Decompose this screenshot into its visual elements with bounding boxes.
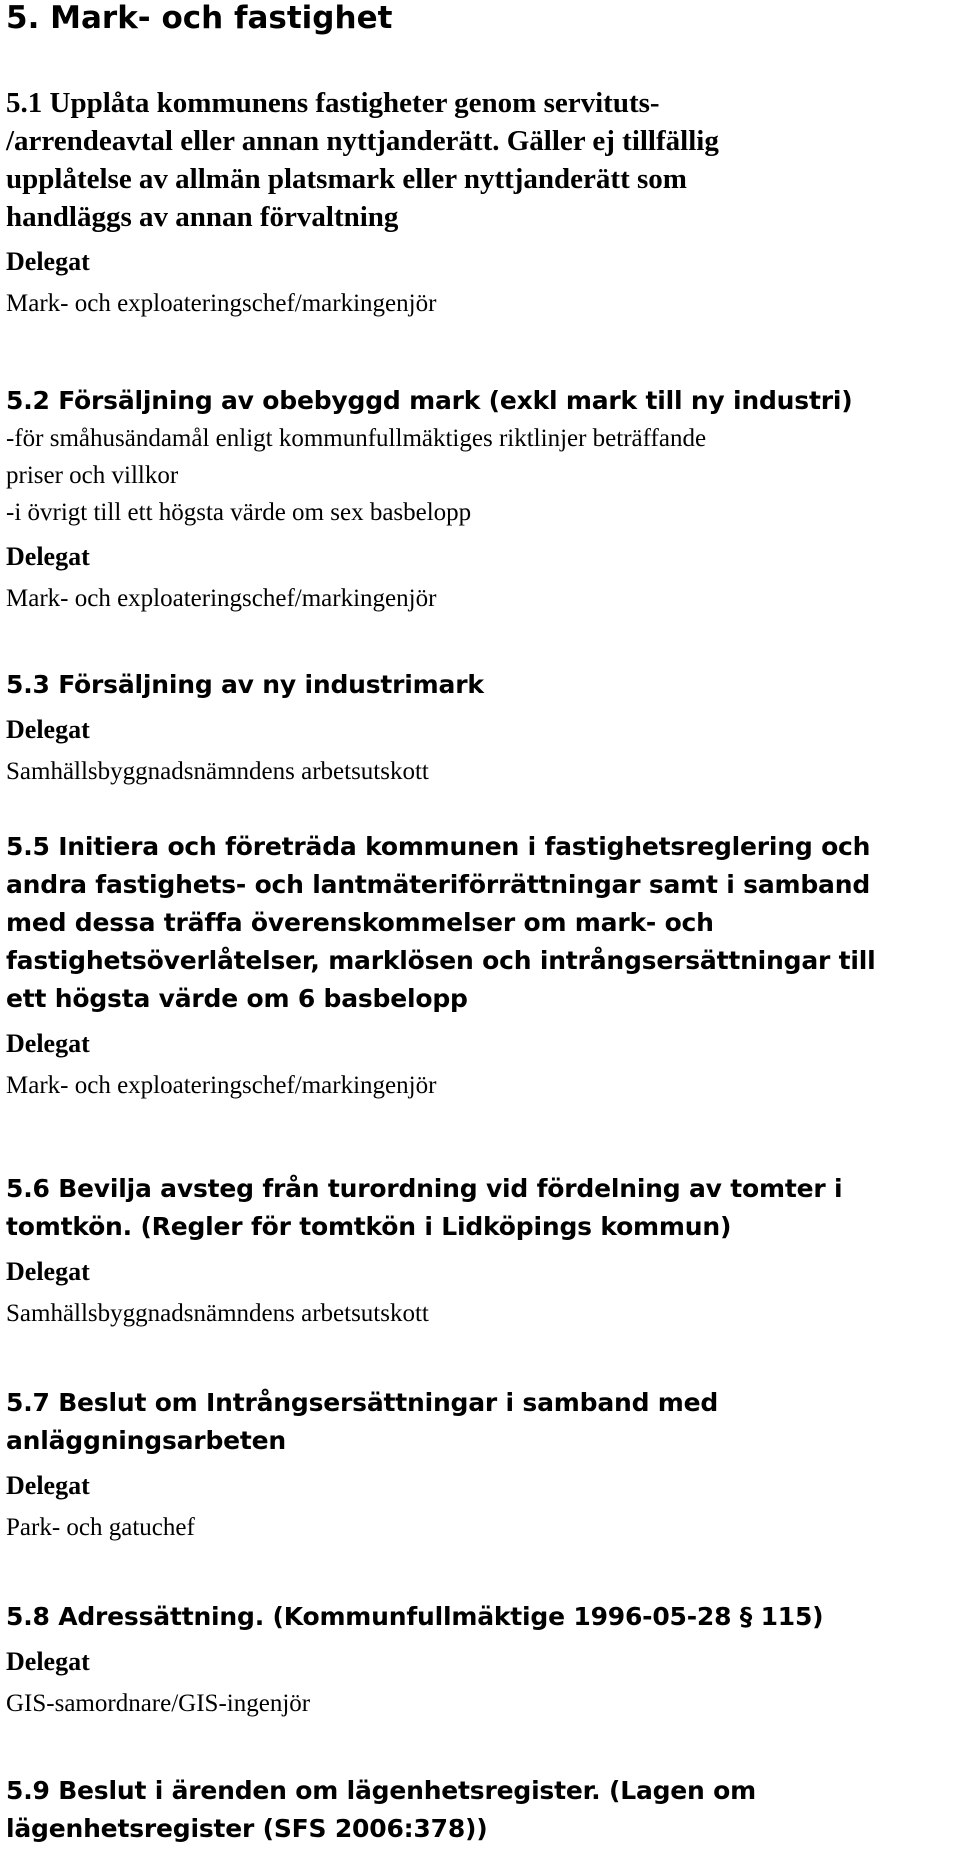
title-line: med dessa träffa överenskommelser om mark- och xyxy=(6,908,714,937)
body-line: -för småhusändamål enligt kommunfullmäktiges riktlinjer beträffande xyxy=(6,425,707,452)
delegat-label: Delegat xyxy=(6,542,90,571)
section-title xyxy=(6,666,954,704)
title-line: /arrendeavtal eller annan nyttjanderätt. Gäller ej tillfällig xyxy=(6,125,719,157)
delegat-label: Delegat xyxy=(6,715,90,744)
section-5-1 xyxy=(6,84,954,322)
delegat-person: Mark- och exploateringschef/markingenjör xyxy=(6,290,437,317)
section-title xyxy=(6,828,954,1018)
section-title xyxy=(6,382,954,420)
delegat-label: Delegat xyxy=(6,1257,90,1286)
title-line: tomtkön. (Regler för tomtkön i Lidköpings kommun) xyxy=(6,1212,732,1241)
title-line: fastighetsöverlåtelser, marklösen och intrångsersättningar till xyxy=(6,946,876,975)
delegat-person: Park- och gatuchef xyxy=(6,1514,195,1541)
title-line: upplåtelse av allmän platsmark eller nyttjanderätt som xyxy=(6,163,687,195)
delegat-person: Mark- och exploateringschef/markingenjör xyxy=(6,585,437,612)
title-line: 5.1 Upplåta kommunens fastigheter genom servituts- xyxy=(6,87,660,119)
delegat-person: GIS-samordnare/GIS-ingenjör xyxy=(6,1690,311,1717)
section-5-8 xyxy=(6,1598,954,1722)
title-line: 5.6 Bevilja avsteg från turordning vid fördelning av tomter i xyxy=(6,1174,843,1203)
delegat-label: Delegat xyxy=(6,1471,90,1500)
title-line: handläggs av annan förvaltning xyxy=(6,201,399,233)
title-line: ett högsta värde om 6 basbelopp xyxy=(6,984,468,1013)
delegat-person: Mark- och exploateringschef/markingenjör xyxy=(6,1072,437,1099)
delegat-label: Delegat xyxy=(6,1647,90,1676)
title-line: lägenhetsregister (SFS 2006:378)) xyxy=(6,1814,488,1843)
section-5-3 xyxy=(6,666,954,790)
body-line: -i övrigt till ett högsta värde om sex basbelopp xyxy=(6,499,472,526)
section-5-7 xyxy=(6,1384,954,1546)
title-line: 5.9 Beslut i ärenden om lägenhetsregister. (Lagen om xyxy=(6,1776,756,1805)
section-5-9 xyxy=(6,1772,954,1848)
delegat-person: Samhällsbyggnadsnämndens arbetsutskott xyxy=(6,758,429,785)
delegat-label: Delegat xyxy=(6,247,90,276)
title-line: 5.5 Initiera och företräda kommunen i fastighetsreglering och xyxy=(6,832,871,861)
section-title xyxy=(6,84,954,236)
title-line: anläggningsarbeten xyxy=(6,1426,286,1455)
section-title xyxy=(6,1772,954,1848)
section-5-2 xyxy=(6,382,954,617)
section-5-6 xyxy=(6,1170,954,1332)
body-line: priser och villkor xyxy=(6,462,179,489)
section-body xyxy=(6,420,954,531)
title-line: 5.7 Beslut om Intrångsersättningar i samband med xyxy=(6,1388,719,1417)
page-heading: 5. Mark- och fastighet xyxy=(6,0,393,36)
section-title xyxy=(6,1598,954,1636)
title-line: 5.8 Adressättning. (Kommunfullmäktige 1996-05-28 § 115) xyxy=(6,1602,824,1631)
delegat-person: Samhällsbyggnadsnämndens arbetsutskott xyxy=(6,1300,429,1327)
section-title xyxy=(6,1170,954,1246)
title-line: 5.2 Försäljning av obebyggd mark (exkl mark till ny industri) xyxy=(6,386,853,415)
section-5-5 xyxy=(6,828,954,1104)
title-line: andra fastighets- och lantmäteriförrättningar samt i samband xyxy=(6,870,871,899)
delegat-label: Delegat xyxy=(6,1029,90,1058)
section-title xyxy=(6,1384,954,1460)
title-line: 5.3 Försäljning av ny industrimark xyxy=(6,670,484,699)
